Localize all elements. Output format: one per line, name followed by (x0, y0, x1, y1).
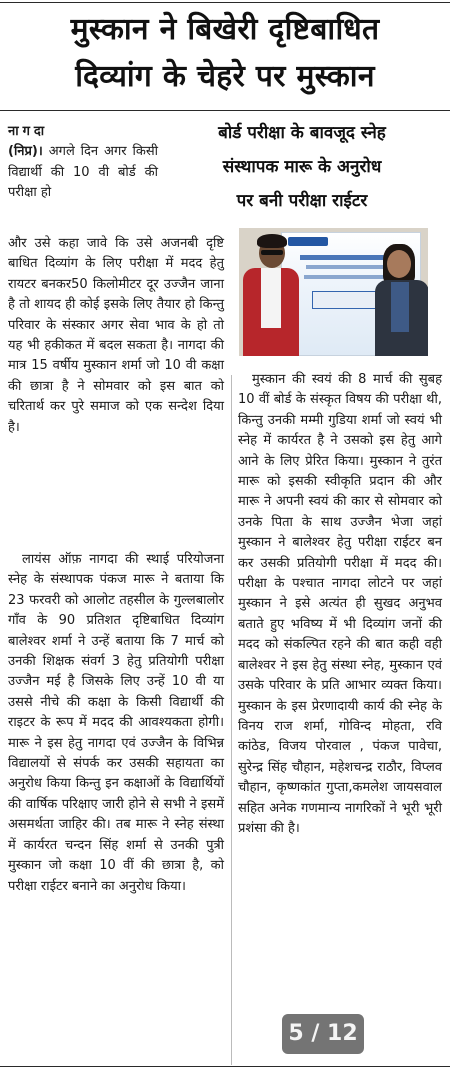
subheadline (160, 116, 444, 218)
page-indicator[interactable]: 5 / 12 (282, 1014, 364, 1054)
top-rule (0, 2, 450, 3)
bottom-rule (0, 1066, 450, 1067)
news-photo (239, 228, 428, 356)
column-divider (231, 375, 232, 1065)
dateline-place: नागदा (8, 124, 49, 139)
lead-paragraph-start (8, 122, 158, 204)
subheadline-line-3: पर बनी परीक्षा राईटर (236, 191, 368, 211)
headline-line-2: दिव्यांग के चेहरे पर मुस्कान (75, 59, 375, 94)
subheadline-line-1: बोर्ड परीक्षा के बावजूद स्नेह (218, 123, 386, 143)
headline (8, 6, 442, 100)
headline-line-1: मुस्कान ने बिखेरी दृष्टिबाधित (70, 12, 380, 47)
person-figure (243, 228, 299, 356)
column-2-paragraph: मुस्कान की स्वयं की 8 मार्च की सुबह 10 वीं बोर्ड के संस्कृत विषय की परीक्षा थी, किन्तु उनकी मम्मी गुडिया शर्मा जो स्वयं भी स्नेह में कार्यरत है ने उसको इस हेतु आगे आने के लिए प्रेरित किया। मुस्कान ने तुरंत मारू को इसकी स्वीकृति प्रदान की और मारू ने अपनी स्वयं की कार से सोमवार को उनके पिता के साथ उज्जैन भेजा जहां मुस्कान ने बालेश्वर हेतु परीक्षा राईटर बन कर उसकी प्रतियोगी परीक्षा में मदद की। परीक्षा के पश्चात नागदा लोटने पर जहां मुस्कान ने इसे अत्यंत ही सुखद अनुभव बताते हुए भविष्य में भी दिव्यांग जनों की मदद को संकल्पित रहने की बात कही वही बालेश्वर ने इस हेतु संस्था स्नेह, मुस्कान एवं उसके परिवार के प्रति आभार व्यक्त किया। मुस्कान के इस प्रेरणादायी कार्य की स्नेह के विनय राज शर्मा, गोविन्द मोहता, रवि कांठेड, विजय पोरवाल , पंकज पावेचा, सुरेन्द्र सिंह चौहान, महेशचन्द्र राठौर, विप्लव चौहान, कृष्णकांत गुप्ता,कमलेश जायसवाल सहित अनेक गणमान्य नागरिकों ने भूरी भूरी प्रशंसा की है। (238, 372, 442, 836)
column-1-paragraph: लायंस ऑफ़ नागदा की स्थाई परियोजना स्नेह के संस्थापक पंकज मारू ने बताया कि 23 फरवरी को आलोट तहसील के गुल्लबालोर गाँव के 90 प्रतिशत दृष्टिबाधित दिव्यांग बालेश्वर शर्मा ने उन्हें बताया कि 7 मार्च को उनकी शिक्षक संवर्ग 3 हेतु प्रतियोगी परीक्षा उज्जैन मई है जिसके लिए उन्हें 10 वी या उससे नीचे की कक्षा के किसी विद्यार्थी की राइटर के रूप में मदद की आवश्यकता होगी। मारू ने इस हेतु नागदा एवं उज्जैन के विभिन्न विद्यालयों से संपर्क कर उसकी सहायता का अनुरोध किया किन्तु इन कक्षाओं के विद्यार्थियों की वार्षिक परिक्षाए जारी होने से सभी ने इसमें असमर्थता जाहिर की। तब मारू ने स्नेह संस्था में कार्यरत चन्दन सिंह शर्मा से उनकी पुत्री मुस्कान जो कक्षा 10 वीं की छात्रा है, को परीक्षा राईटर बनाने का अनुरोध किया। (8, 552, 224, 894)
article-column-2 (238, 370, 442, 839)
article-column-1 (8, 550, 224, 897)
subheadline-line-2: संस्थापक मारू के अनुरोध (222, 157, 382, 177)
person-figure (373, 240, 428, 356)
lead-short-text: अगले दिन अगर किसी विद्यार्थी की 10 वी बोर्ड की परीक्षा हो (8, 144, 158, 201)
lead-paragraph-continued: और उसे कहा जावे कि उसे अजनबी दृष्टि बाधित दिव्यांग के लिए परीक्षा में मदद हेतु रायटर बनकर50 किलोमीटर दूर उज्जैन जाना है तो शायद ही कोई इसके लिए तैयार हो किन्तु परिवार के संस्कार अगर सेवा भाव के हो तो यह भी हकीकत में बदल सकता है। नागदा की मात्र 15 वर्षीय मुस्कान शर्मा जो 10 वी कक्षा की छात्रा है ने सोमवार को इस बात को चरितार्थ कर पुरे समाज को एक सन्देश दिया है। (8, 236, 224, 435)
headline-rule (0, 110, 450, 111)
dateline-agency: (निप्र)। (8, 144, 43, 160)
